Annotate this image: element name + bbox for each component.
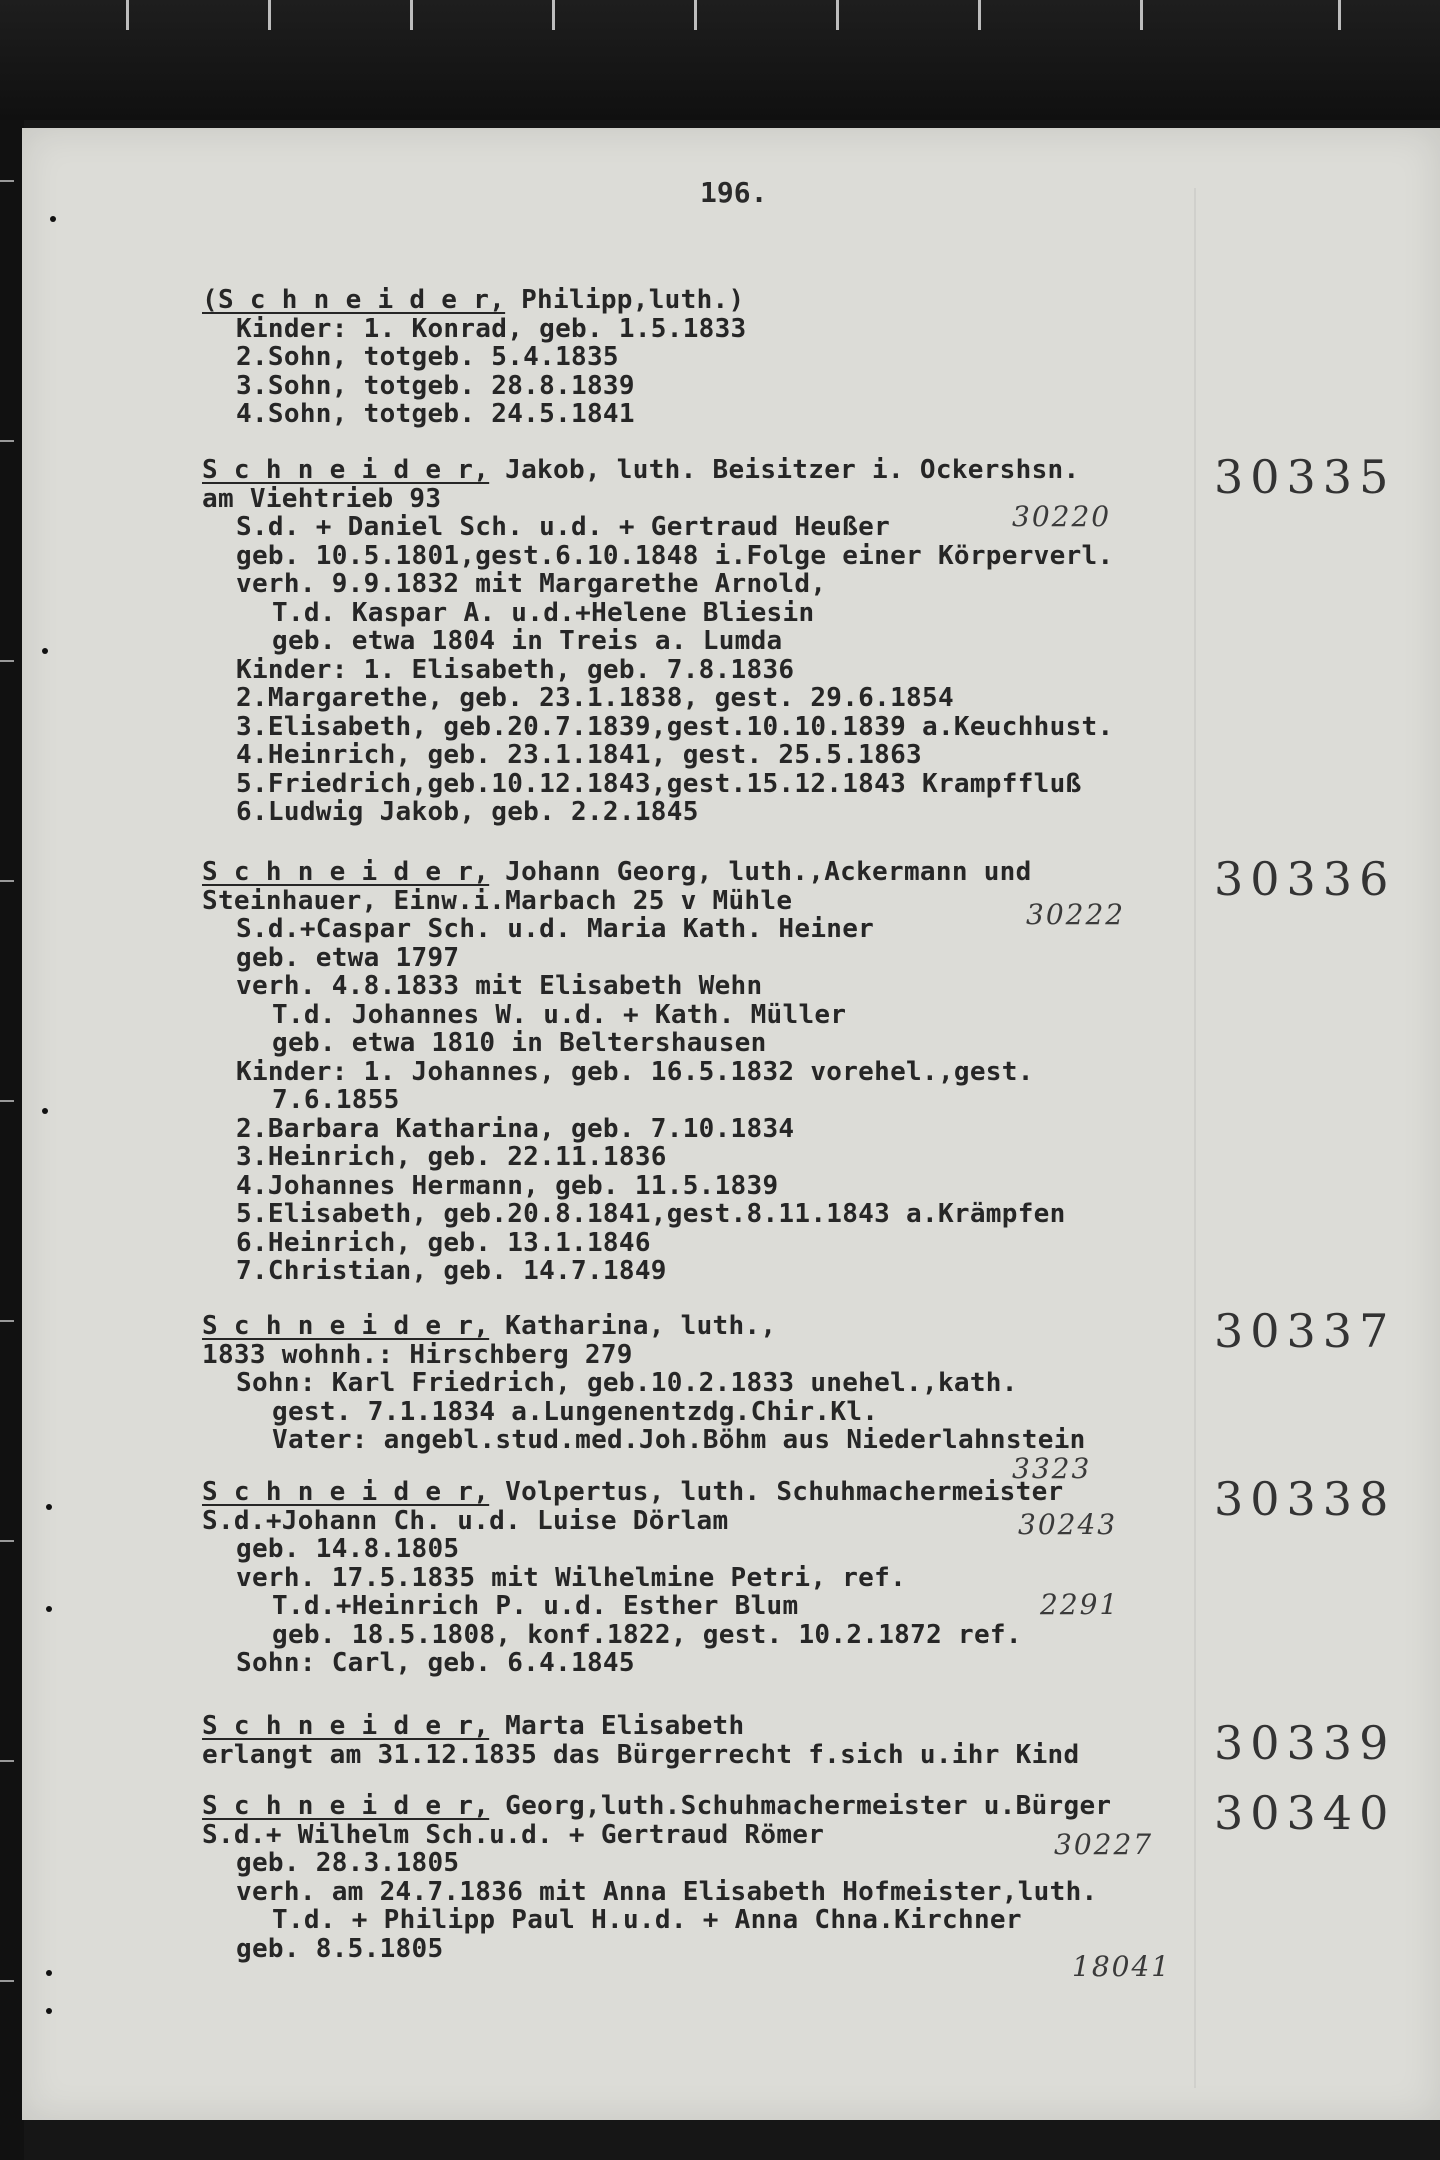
entry-line: geb. etwa 1804 in Treis a. Lumda (272, 626, 783, 656)
entry-line: 3.Sohn, totgeb. 28.8.1839 (236, 370, 635, 401)
document-page (22, 128, 1440, 2120)
entry-line: 6.Ludwig Jakob, geb. 2.2.1845 (236, 797, 699, 827)
entry-line: 1833 wohnh.: Hirschberg 279 (202, 1339, 633, 1370)
paper-fold-line (1194, 188, 1196, 2088)
entry-line: 3.Elisabeth, geb.20.7.1839,gest.10.10.1839 a.Keuchhust. (236, 711, 1114, 742)
entry-line: 4.Sohn, totgeb. 24.5.1841 (236, 399, 635, 429)
register-number: 30335 (1214, 450, 1396, 504)
register-number: 30340 (1214, 1786, 1396, 1840)
frame-mark (0, 1980, 14, 1982)
entry-line: Vater: angebl.stud.med.Joh.Böhm aus Niederlahnstein (272, 1425, 1086, 1455)
punch-dot (42, 1108, 48, 1114)
scanner-frame-top (0, 0, 1440, 120)
frame-tick (552, 0, 555, 30)
entry-line: 2.Margarethe, geb. 23.1.1838, gest. 29.6.1854 (236, 683, 954, 713)
entry-line: T.d.+Heinrich P. u.d. Esther Blum (272, 1591, 799, 1621)
frame-tick (978, 0, 981, 30)
frame-mark (0, 1540, 14, 1542)
entry-line: verh. am 24.7.1836 mit Anna Elisabeth Hofmeister,luth. (236, 1876, 1098, 1907)
entry-line: 3.Heinrich, geb. 22.11.1836 (236, 1142, 667, 1172)
entry-line: verh. 4.8.1833 mit Elisabeth Wehn (236, 971, 763, 1001)
frame-mark (0, 660, 14, 662)
register-entry (202, 1712, 1079, 1769)
frame-tick (694, 0, 697, 30)
punch-dot (46, 1606, 52, 1612)
entry-heading: (S c h n e i d e r, Philipp,luth.) (202, 285, 745, 315)
frame-tick (126, 0, 129, 30)
entry-line: S.d. + Daniel Sch. u.d. + Gertraud Heußer (236, 512, 891, 542)
frame-mark (0, 180, 14, 182)
surname-underlined: (S c h n e i d e r, (202, 285, 506, 315)
entry-heading: S c h n e i d e r, Katharina, luth., (202, 1311, 777, 1341)
register-number: 30339 (1214, 1716, 1396, 1770)
entry-line: T.d. + Philipp Paul H.u.d. + Anna Chna.Kirchner (272, 1905, 1022, 1935)
entry-line: 5.Friedrich,geb.10.12.1843,gest.15.12.1843 Krampffluß (236, 768, 1082, 799)
handwritten-note: 2291 (1040, 1588, 1120, 1621)
frame-tick (1338, 0, 1341, 30)
surname-underlined: S c h n e i d e r, (202, 1711, 490, 1741)
entry-line: T.d. Johannes W. u.d. + Kath. Müller (272, 999, 847, 1030)
scanner-frame-left (0, 120, 24, 2160)
handwritten-note: 30227 (1054, 1828, 1154, 1861)
entry-heading: S c h n e i d e r, Jakob, luth. Beisitzer i. Ockershsn. (202, 455, 1080, 485)
page-number: 196. (700, 176, 768, 209)
register-number: 30337 (1214, 1304, 1396, 1358)
entry-line: 4.Heinrich, geb. 23.1.1841, gest. 25.5.1863 (236, 740, 922, 770)
frame-tick (836, 0, 839, 30)
entry-line: Kinder: 1. Konrad, geb. 1.5.1833 (236, 313, 747, 344)
register-entry (202, 1478, 1064, 1678)
frame-tick (1140, 0, 1143, 30)
entry-line: 7.6.1855 (272, 1085, 400, 1115)
entry-line: Steinhauer, Einw.i.Marbach 25 v Mühle (202, 885, 793, 916)
entry-line: verh. 17.5.1835 mit Wilhelmine Petri, ref. (236, 1562, 907, 1593)
frame-mark (0, 440, 14, 442)
register-entry (202, 456, 1113, 827)
handwritten-note: 30220 (1012, 500, 1112, 533)
handwritten-note: 30222 (1026, 898, 1126, 931)
entry-line: geb. etwa 1810 in Beltershausen (272, 1028, 767, 1058)
punch-dot (46, 1504, 52, 1510)
surname-underlined: S c h n e i d e r, (202, 455, 490, 485)
register-entry (202, 1312, 1086, 1455)
entry-heading: S c h n e i d e r, Johann Georg, luth.,Ackermann und (202, 857, 1032, 887)
entry-line: 2.Barbara Katharina, geb. 7.10.1834 (236, 1113, 795, 1144)
frame-mark (0, 1100, 14, 1102)
frame-tick (410, 0, 413, 30)
entry-line: geb. etwa 1797 (236, 942, 460, 973)
entry-line: geb. 10.5.1801,gest.6.10.1848 i.Folge einer Körperverl. (236, 540, 1114, 571)
punch-dot (42, 648, 48, 654)
entry-line: 4.Johannes Hermann, geb. 11.5.1839 (236, 1170, 779, 1201)
punch-dot (46, 2008, 52, 2014)
entry-heading: S c h n e i d e r, Volpertus, luth. Schuhmachermeister (202, 1477, 1064, 1507)
frame-mark (0, 1320, 14, 1322)
entry-line: geb. 18.5.1808, konf.1822, gest. 10.2.1872 ref. (272, 1619, 1022, 1650)
register-entry (202, 858, 1066, 1286)
surname-underlined: S c h n e i d e r, (202, 1311, 490, 1341)
surname-underlined: S c h n e i d e r, (202, 857, 490, 887)
entry-line: 2.Sohn, totgeb. 5.4.1835 (236, 342, 619, 372)
entry-line: 5.Elisabeth, geb.20.8.1841,gest.8.11.1843 a.Krämpfen (236, 1199, 1066, 1229)
register-number: 30336 (1214, 852, 1396, 906)
entry-line: S.d.+Caspar Sch. u.d. Maria Kath. Heiner (236, 914, 875, 944)
entry-line: 6.Heinrich, geb. 13.1.1846 (236, 1227, 651, 1258)
handwritten-note: 30243 (1018, 1508, 1118, 1541)
frame-mark (0, 1760, 14, 1762)
frame-tick (268, 0, 271, 30)
frame-mark (0, 880, 14, 882)
register-entry (202, 286, 747, 429)
entry-line: Kinder: 1. Elisabeth, geb. 7.8.1836 (236, 654, 795, 685)
entry-line: Sohn: Carl, geb. 6.4.1845 (236, 1648, 635, 1678)
entry-line: 7.Christian, geb. 14.7.1849 (236, 1256, 667, 1286)
entry-line: S.d.+ Wilhelm Sch.u.d. + Gertraud Römer (202, 1819, 825, 1850)
entry-line: T.d. Kaspar A. u.d.+Helene Bliesin (272, 597, 815, 628)
entry-line: erlangt am 31.12.1835 das Bürgerrecht f.sich u.ihr Kind (202, 1739, 1080, 1770)
entry-heading: S c h n e i d e r, Georg,luth.Schuhmachermeister u.Bürger (202, 1791, 1112, 1821)
entry-line: am Viehtrieb 93 (202, 483, 442, 514)
entry-line: Sohn: Karl Friedrich, geb.10.2.1833 unehel.,kath. (236, 1368, 1018, 1398)
entry-line: Kinder: 1. Johannes, geb. 16.5.1832 vorehel.,gest. (236, 1056, 1034, 1087)
entry-heading: S c h n e i d e r, Marta Elisabeth (202, 1711, 745, 1741)
register-entry (202, 1792, 1111, 1963)
entry-line: gest. 7.1.1834 a.Lungenentzdg.Chir.Kl. (272, 1396, 879, 1427)
register-number: 30338 (1214, 1472, 1396, 1526)
punch-dot (50, 216, 56, 222)
entry-line: geb. 8.5.1805 (236, 1933, 444, 1964)
handwritten-note: 3323 (1012, 1452, 1092, 1485)
surname-underlined: S c h n e i d e r, (202, 1791, 490, 1821)
handwritten-note: 18041 (1072, 1950, 1172, 1983)
entry-line: verh. 9.9.1832 mit Margarethe Arnold, (236, 569, 827, 599)
punch-dot (46, 1970, 52, 1976)
entry-line: S.d.+Johann Ch. u.d. Luise Dörlam (202, 1505, 729, 1536)
surname-underlined: S c h n e i d e r, (202, 1477, 490, 1507)
entry-line: geb. 14.8.1805 (236, 1534, 460, 1564)
entry-line: geb. 28.3.1805 (236, 1848, 460, 1878)
